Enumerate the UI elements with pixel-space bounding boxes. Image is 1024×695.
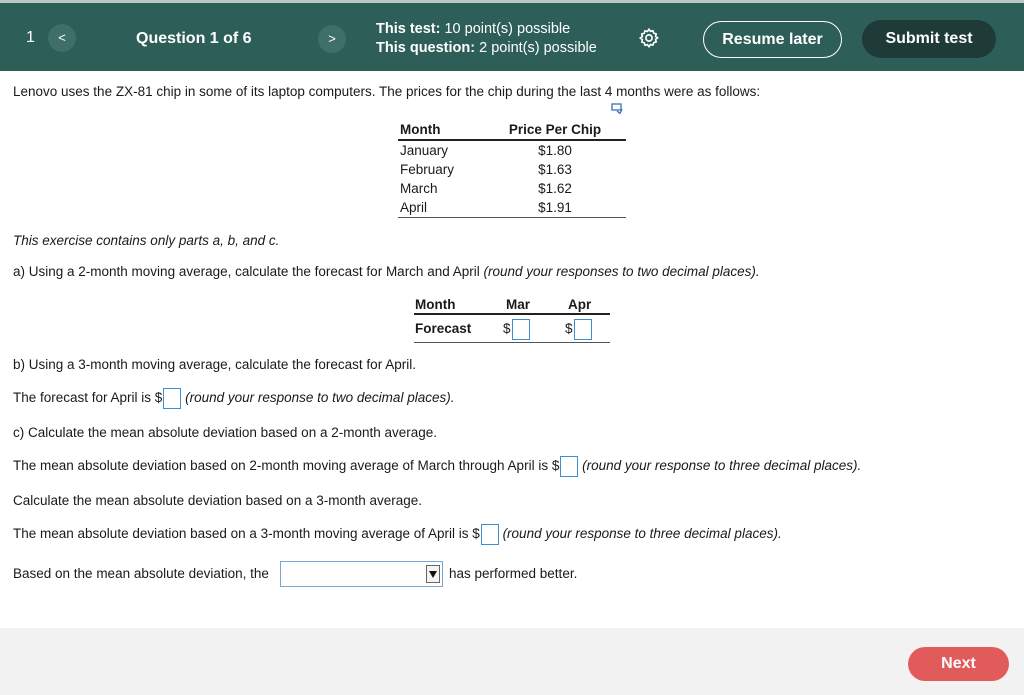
question-title: Question 1 of 6 [136, 30, 252, 47]
part-b-note: (round your response to two decimal places). [185, 390, 455, 406]
price-table [398, 120, 626, 218]
month-cell: March [400, 181, 438, 196]
forecast-row-label: Forecast [415, 321, 472, 336]
top-header [0, 0, 1024, 75]
forecast-mar-cell [503, 319, 530, 340]
price-cell: $1.80 [538, 143, 572, 158]
mad3-prefix: The mean absolute deviation based on a 3-month moving average of April is $ [13, 526, 480, 542]
table-row [398, 160, 626, 179]
previous-question-button[interactable] [48, 24, 76, 52]
compare-prefix: Based on the mean absolute deviation, the [13, 566, 269, 581]
forecast-table [414, 295, 610, 343]
submit-test-button[interactable]: Submit test [862, 20, 996, 58]
forecast-header-month: Month [415, 297, 456, 312]
part-a-prefix: a) Using a 2-month moving average, calculate the forecast for March and April [13, 264, 484, 279]
price-table-header-price: Price Per Chip [508, 122, 602, 137]
better-method-dropdown[interactable] [280, 561, 443, 587]
table-row [398, 198, 626, 218]
mad2-note: (round your response to three decimal places). [582, 458, 862, 474]
part-b-title: b) Using a 3-month moving average, calculate the forecast for April. [13, 357, 416, 372]
part-a-text [13, 264, 760, 279]
chevron-left-icon: < [58, 30, 66, 45]
copy-table-icon[interactable] [611, 103, 623, 114]
part-a-note: (round your responses to two decimal places). [483, 264, 760, 279]
currency-symbol: $ [503, 321, 511, 337]
price-table-header [398, 120, 626, 141]
question-points-label: This question: [376, 40, 476, 56]
question-points-value: 2 point(s) possible [479, 40, 597, 56]
forecast-header-mar: Mar [506, 297, 531, 312]
dropdown-arrow-icon [426, 565, 440, 583]
mad3-line [13, 524, 782, 545]
mad-3month-input[interactable] [481, 524, 499, 545]
problem-intro: Lenovo uses the ZX-81 chip in some of its laptop computers. The prices for the chip during the last 4 months were as follows: [13, 84, 761, 99]
month-cell: January [400, 143, 449, 158]
footer-bar [0, 628, 1024, 695]
forecast-row [414, 315, 610, 343]
table-row [398, 141, 626, 160]
forecast-april-3mo-input[interactable] [163, 388, 181, 409]
currency-symbol: $ [565, 321, 573, 337]
forecast-mar-input[interactable] [512, 319, 530, 340]
part-c-title: c) Calculate the mean absolute deviation based on a 2-month average. [13, 425, 438, 440]
mad-2month-input[interactable] [560, 456, 578, 477]
forecast-header-apr: Apr [568, 297, 592, 312]
month-cell: February [400, 162, 455, 177]
chevron-right-icon: > [328, 31, 336, 46]
table-row [398, 179, 626, 198]
price-table-header-month: Month [400, 122, 441, 137]
test-points-value: 10 point(s) possible [444, 21, 571, 37]
next-question-button[interactable] [318, 25, 346, 53]
price-cell: $1.91 [538, 200, 572, 215]
price-cell: $1.63 [538, 162, 572, 177]
question-number-short: 1 [26, 29, 35, 46]
price-cell: $1.62 [538, 181, 572, 196]
gear-icon[interactable] [638, 27, 660, 49]
part-b-line [13, 388, 454, 409]
next-button[interactable]: Next [908, 647, 1009, 681]
compare-suffix: has performed better. [449, 566, 578, 581]
mad2-line [13, 456, 861, 477]
forecast-table-header [414, 295, 610, 315]
mad3-note: (round your response to three decimal places). [502, 526, 782, 542]
part-b-prefix: The forecast for April is $ [13, 390, 163, 406]
resume-later-button[interactable]: Resume later [703, 21, 842, 58]
parts-note: This exercise contains only parts a, b, and c. [13, 233, 280, 248]
month-cell: April [400, 200, 428, 215]
forecast-apr-cell [565, 319, 592, 340]
part-c-title-3month: Calculate the mean absolute deviation based on a 3-month average. [13, 493, 423, 508]
points-info [376, 20, 597, 58]
forecast-apr-input[interactable] [574, 319, 592, 340]
mad2-prefix: The mean absolute deviation based on 2-month moving average of March through April is $ [13, 458, 560, 474]
test-points-label: This test: [376, 21, 441, 37]
